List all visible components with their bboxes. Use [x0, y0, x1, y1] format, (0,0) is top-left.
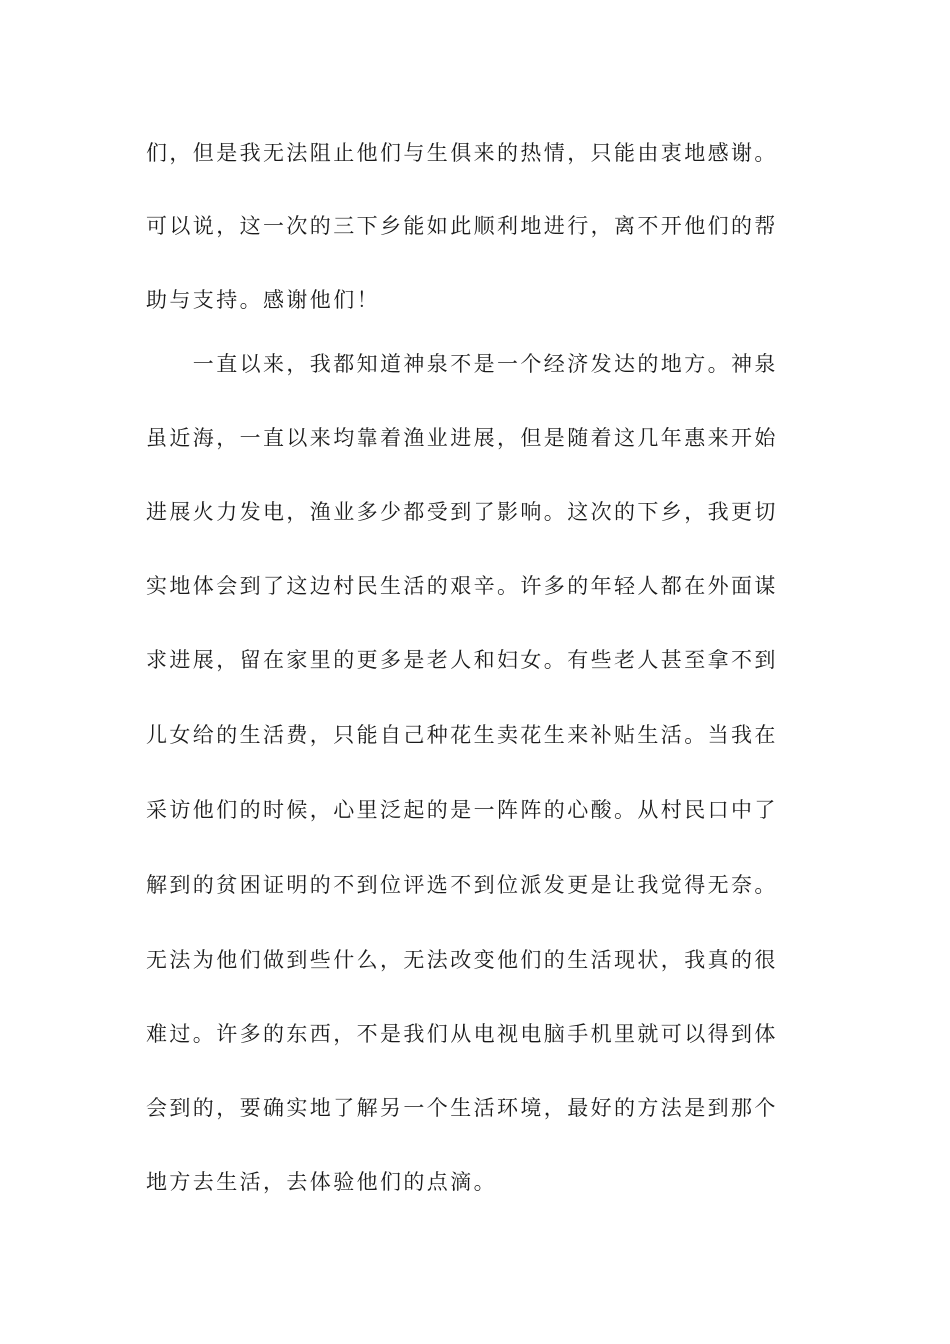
text-line: 实地体会到了这边村民生活的艰辛。许多的年轻人都在外面谋 — [146, 574, 778, 598]
text-line: 会到的，要确实地了解另一个生活环境，最好的方法是到那个 — [146, 1096, 778, 1120]
text-line: 虽近海，一直以来均靠着渔业进展，但是随着这几年惠来开始 — [146, 426, 778, 450]
text-line: 一直以来，我都知道神泉不是一个经济发达的地方。神泉 — [146, 352, 778, 376]
text-line: 难过。许多的东西，不是我们从电视电脑手机里就可以得到体 — [146, 1022, 778, 1046]
text-line: 儿女给的生活费，只能自己种花生卖花生来补贴生活。当我在 — [146, 723, 778, 747]
text-line: 可以说，这一次的三下乡能如此顺利地进行，离不开他们的帮 — [146, 214, 778, 238]
text-line: 解到的贫困证明的不到位评选不到位派发更是让我觉得无奈。 — [146, 873, 778, 897]
text-line: 地方去生活，去体验他们的点滴。 — [146, 1170, 497, 1194]
text-line: 采访他们的时候，心里泛起的是一阵阵的心酸。从村民口中了 — [146, 798, 778, 822]
text-line: 求进展，留在家里的更多是老人和妇女。有些老人甚至拿不到 — [146, 648, 778, 672]
text-line: 无法为他们做到些什么，无法改变他们的生活现状，我真的很 — [146, 948, 778, 972]
text-line: 助与支持。感谢他们！ — [146, 288, 380, 312]
text-line: 进展火力发电，渔业多少都受到了影响。这次的下乡，我更切 — [146, 500, 778, 524]
text-line: 们，但是我无法阻止他们与生俱来的热情，只能由衷地感谢。 — [146, 141, 778, 165]
